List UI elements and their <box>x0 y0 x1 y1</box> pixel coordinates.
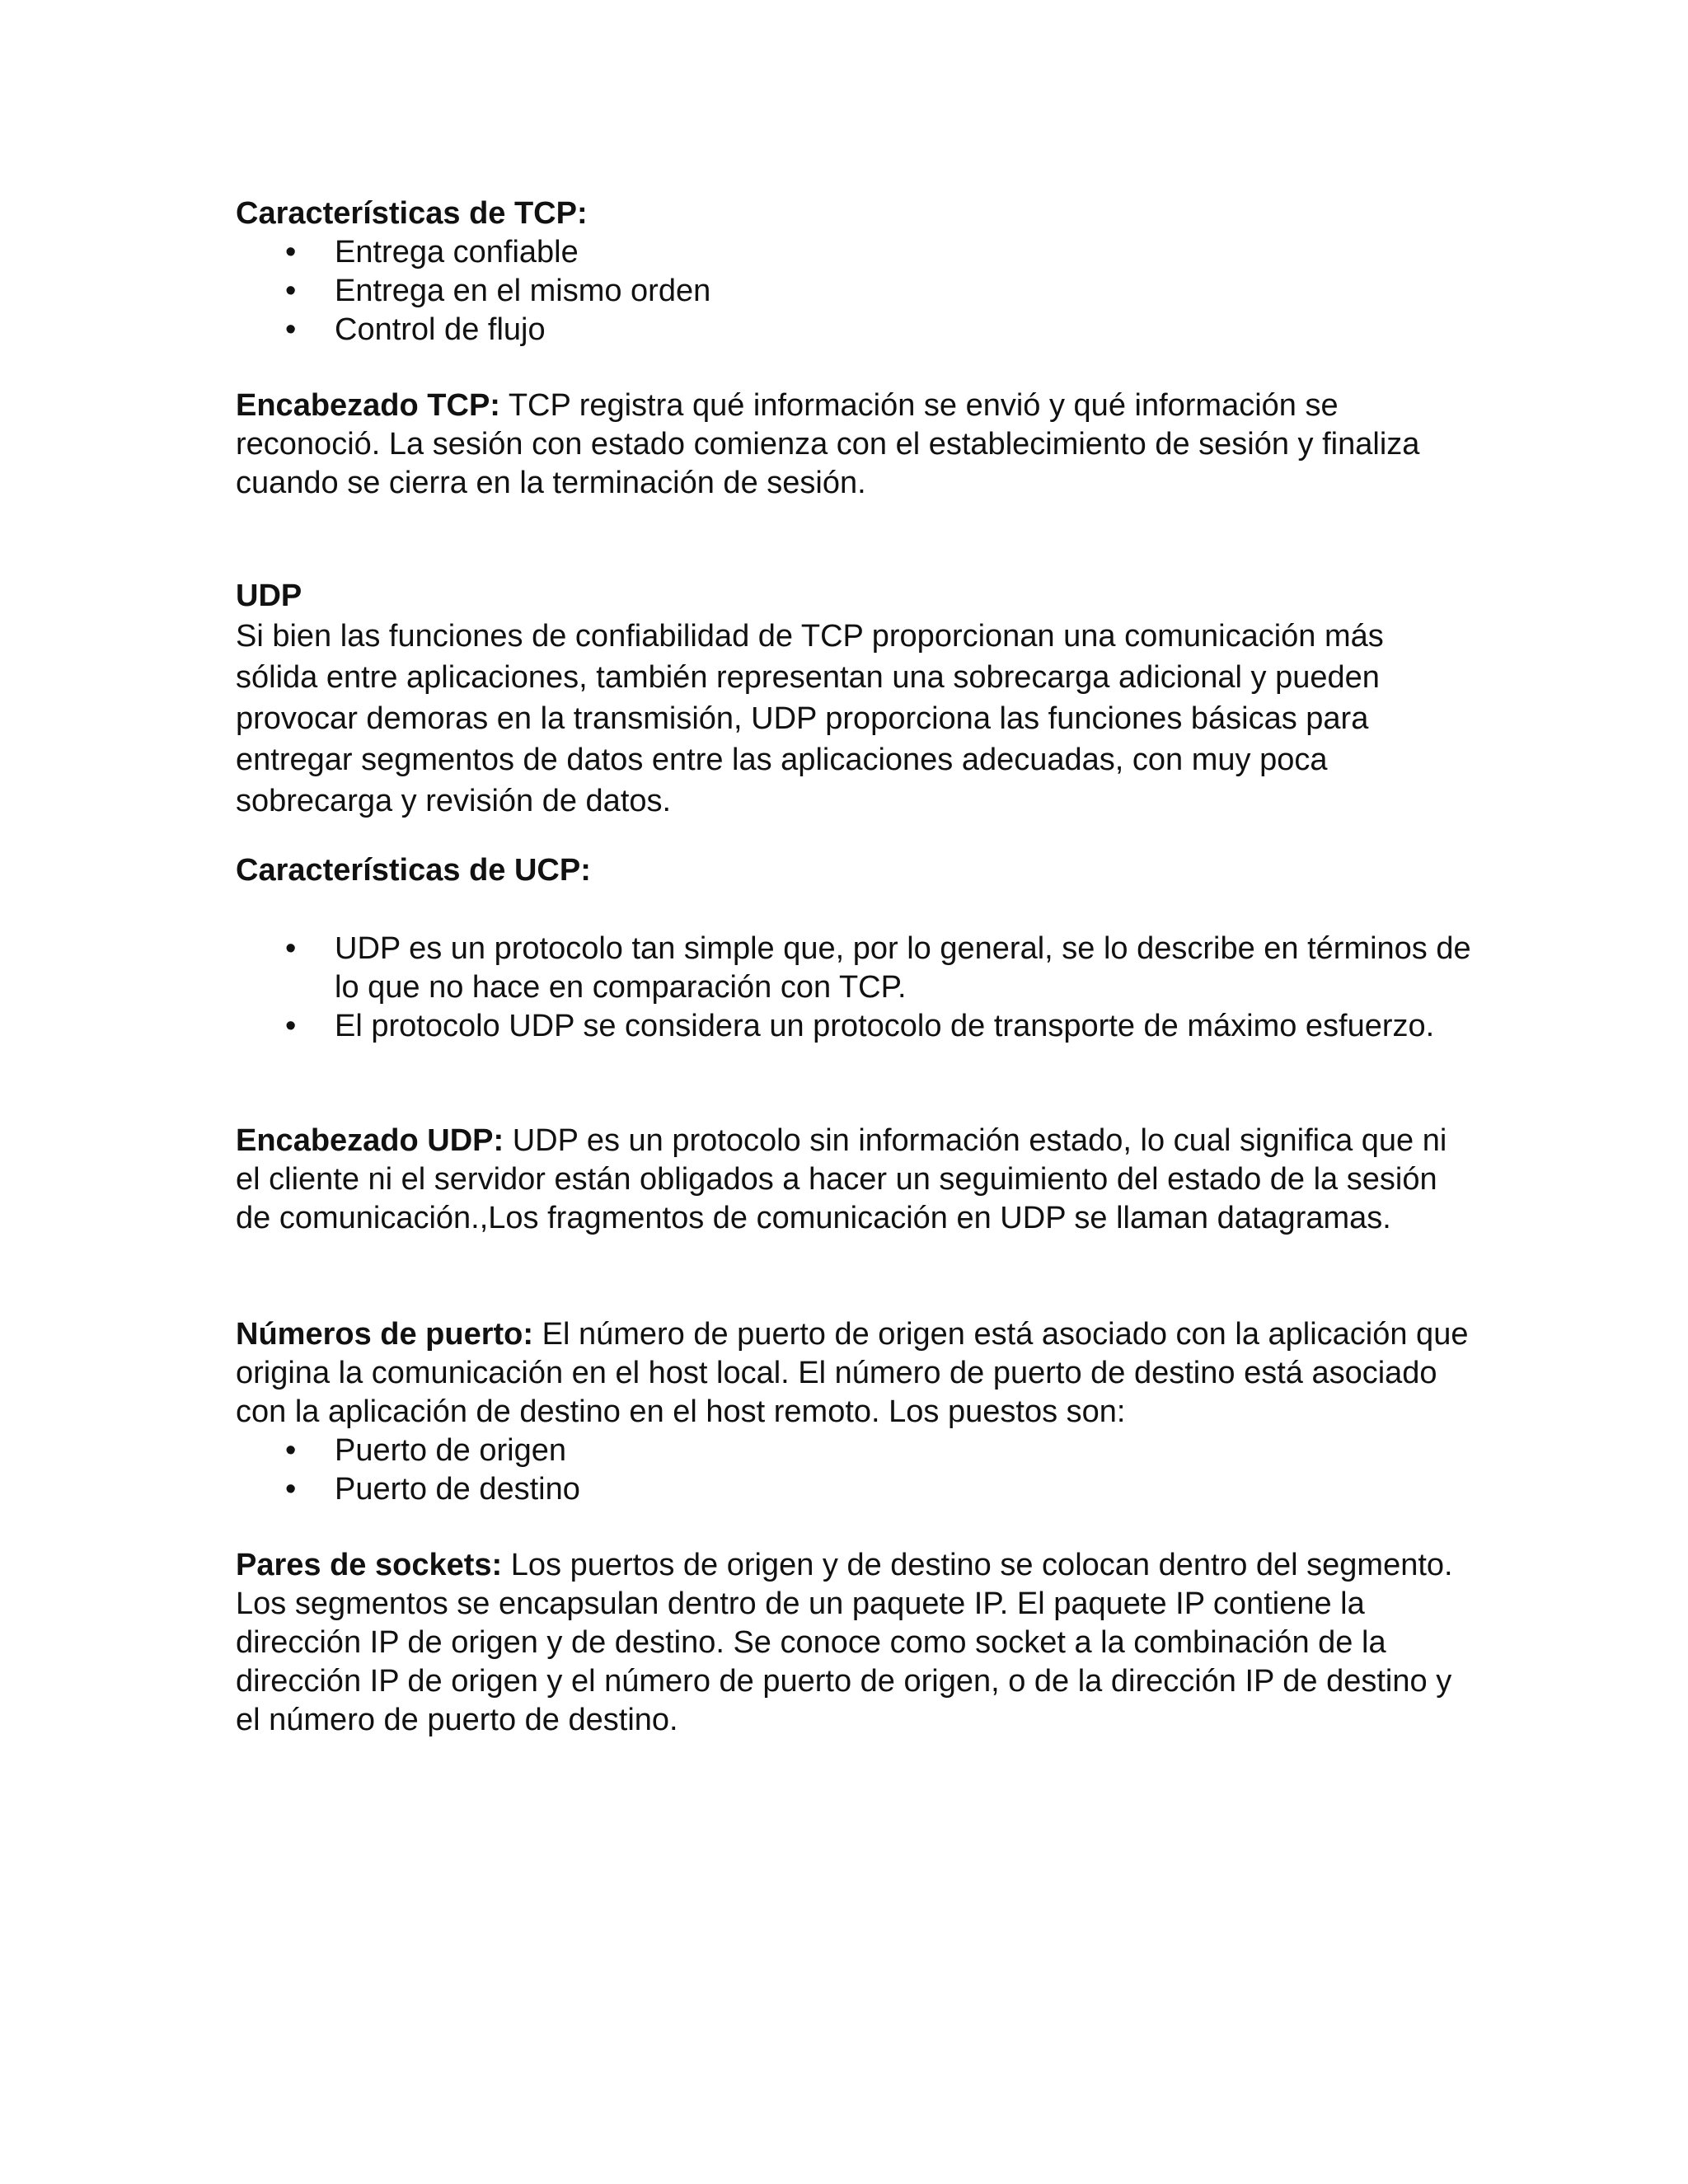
tcp-header-text: TCP registra qué información se envió y qué información se reconoció. La sesión con estado comienza con el establecimiento de sesión y finaliza cuando se cierra en la terminación de sesión. <box>236 388 1420 500</box>
tcp-header-label: Encabezado TCP: <box>236 388 500 423</box>
list-item: • El protocolo UDP se considera un protocolo de transporte de máximo esfuerzo. <box>236 1007 1472 1046</box>
port-numbers-paragraph <box>236 1315 1472 1432</box>
udp-heading: UDP <box>236 579 302 613</box>
spacer <box>236 349 1472 387</box>
tcp-header-paragraph <box>236 387 1472 503</box>
udp-paragraph: Si bien las funciones de confiabilidad de TCP proporcionan una comunicación más sólida entre aplicaciones, también representan una sobrecarga adicional y pueden provocar demoras en la transmisión, UDP proporciona las funciones básicas para entregar segmentos de datos entre las aplicaciones adecuadas, con muy poca sobrecarga y revisión de datos. <box>236 619 1384 818</box>
document-page <box>236 194 1472 1740</box>
udp-header-text: UDP es un protocolo sin información estado, lo cual significa que ni el cliente ni el servidor están obligados a hacer un seguimiento del estado de la sesión de comunicación.,Los fragmentos de comunicación en UDP se llaman datagramas. <box>236 1123 1447 1235</box>
list-item: • Control de flujo <box>236 311 1472 349</box>
ucp-features-heading: Características de UCP: <box>236 853 591 888</box>
list-item: • Entrega confiable <box>236 233 1472 272</box>
udp-header-label: Encabezado UDP: <box>236 1123 504 1158</box>
spacer <box>236 1046 1472 1122</box>
spacer <box>236 1238 1472 1315</box>
spacer <box>236 503 1472 577</box>
port-numbers-label: Números de puerto: <box>236 1317 534 1352</box>
spacer <box>236 822 1472 851</box>
list-item: • Puerto de destino <box>236 1470 1472 1509</box>
port-list <box>236 1432 1472 1509</box>
spacer <box>236 1509 1472 1546</box>
tcp-features-heading: Características de TCP: <box>236 196 588 231</box>
socket-pairs-text: Los puertos de origen y de destino se colocan dentro del segmento. Los segmentos se encapsulan dentro de un paquete IP. El paquete IP contiene la dirección IP de origen y de destino. Se conoce como socket a la combinación de la dirección IP de origen y el número de puerto de origen, o de la dirección IP de destino y el número de puerto de destino. <box>236 1548 1453 1737</box>
list-item: • Entrega en el mismo orden <box>236 272 1472 311</box>
list-item: • Puerto de origen <box>236 1432 1472 1470</box>
tcp-features-list <box>236 233 1472 349</box>
port-numbers-text: El número de puerto de origen está asociado con la aplicación que origina la comunicación en el host local. El número de puerto de destino está asociado con la aplicación de destino en el host remoto. Los puestos son: <box>236 1317 1469 1429</box>
list-item: • UDP es un protocolo tan simple que, por lo general, se lo describe en términos de lo que no hace en comparación con TCP. <box>236 930 1472 1007</box>
spacer <box>236 890 1472 930</box>
udp-header-paragraph <box>236 1122 1472 1238</box>
socket-pairs-label: Pares de sockets: <box>236 1548 503 1582</box>
socket-pairs-paragraph <box>236 1546 1472 1740</box>
ucp-features-list <box>236 930 1472 1046</box>
